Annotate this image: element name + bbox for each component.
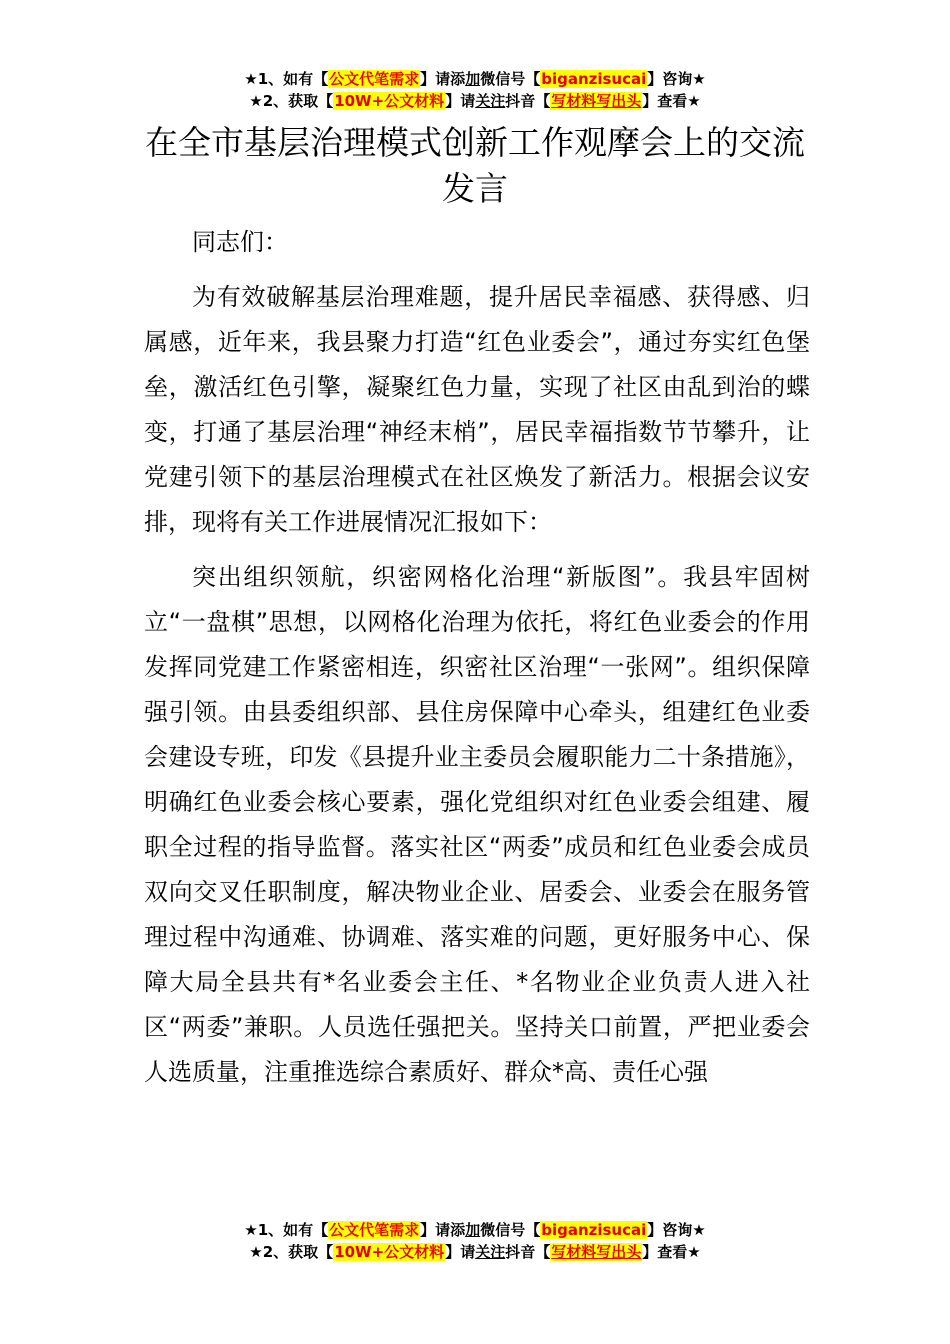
banner-text: 】请 (445, 92, 476, 110)
banner-text: 抖音【 (505, 92, 551, 110)
banner-text: 】咨询★ (647, 1221, 706, 1239)
banner-text: 】咨询★ (647, 70, 706, 88)
banner-text: 微信号【 (480, 1221, 541, 1239)
banner-text: 2、获取【 (262, 1243, 334, 1261)
highlight-douyin: 写材料写出头 (551, 92, 642, 110)
highlight-materials: 10W+公文材料 (334, 92, 445, 110)
highlight-wechat-id: biganzisucai (541, 1221, 647, 1239)
star-icon: ★ (249, 1243, 263, 1261)
document-body (144, 220, 810, 1095)
star-icon: ★ (244, 1221, 258, 1239)
paragraph-organization: 突出组织领航，织密网格化治理“新版图”。我县牢固树立“一盘棋”思想，以网格化治理为依托，将红色业委会的作用发挥同党建工作紧密相连，织密社区治理“一张网”。组织保障强引领。由县委组织部、县住房保障中心牵头，组建红色业委会建设专班，印发《县提升业主委员会履职能力二十条措施》，明确红色业委会核心要素，强化党组织对红色业委会组建、履职全过程的指导监督。落实社区“两委”成员和红色业委会成员双向交叉任职制度，解决物业企业、居委会、业委会在服务管理过程中沟通难、协调难、落实难的问题，更好服务中心、保障大局全县共有*名业委会主任、*名物业企业负责人进入社区“两委”兼职。人员选任强把关。坚持关口前置，严把业委会人选质量，注重推选综合素质好、群众*高、责任心强 (144, 563, 810, 1086)
banner-text: 】请 (445, 1243, 476, 1261)
highlight-materials: 10W+公文材料 (334, 1243, 445, 1261)
banner-text: 1、如有【 (257, 70, 329, 88)
banner-text: 2、获取【 (262, 92, 334, 110)
salutation: 同志们： (192, 228, 288, 256)
star-icon: ★ (249, 92, 263, 110)
highlight-ghostwriting: 公文代笔需求 (329, 70, 420, 88)
banner-text-underlined: 关注 (475, 1243, 506, 1261)
banner-text-underlined: 加 (465, 1221, 481, 1239)
highlight-ghostwriting: 公文代笔需求 (329, 1221, 420, 1239)
banner-text: 抖音【 (505, 1243, 551, 1261)
banner-text: 】请添 (420, 70, 466, 88)
banner-text-underlined: 加 (465, 70, 481, 88)
highlight-wechat-id: biganzisucai (541, 70, 647, 88)
banner-text: 】请添 (420, 1221, 466, 1239)
highlight-douyin: 写材料写出头 (551, 1243, 642, 1261)
banner-text-underlined: 关注 (475, 92, 506, 110)
footer-banner (0, 1219, 950, 1263)
banner-text: 微信号【 (480, 70, 541, 88)
banner-line-2 (0, 1241, 950, 1263)
banner-text: 1、如有【 (257, 1221, 329, 1239)
star-icon: ★ (244, 70, 258, 88)
document-title: 在全市基层治理模式创新工作观摩会上的交流发言 (145, 123, 805, 208)
header-banner (0, 68, 950, 112)
banner-text: 】查看★ (642, 92, 701, 110)
banner-line-1 (0, 1219, 950, 1241)
banner-line-2 (0, 90, 950, 112)
banner-line-1 (0, 68, 950, 90)
paragraph-intro: 为有效破解基层治理难题，提升居民幸福感、获得感、归属感，近年来，我县聚力打造“红色业委会”，通过夯实红色堡垒，激活红色引擎，凝聚红色力量，实现了社区由乱到治的蝶变，打通了基层治理“神经末梢”，居民幸福指数节节攀升，让党建引领下的基层治理模式在社区焕发了新活力。根据会议安排，现将有关工作进展情况汇报如下： (144, 283, 810, 536)
banner-text: 】查看★ (642, 1243, 701, 1261)
